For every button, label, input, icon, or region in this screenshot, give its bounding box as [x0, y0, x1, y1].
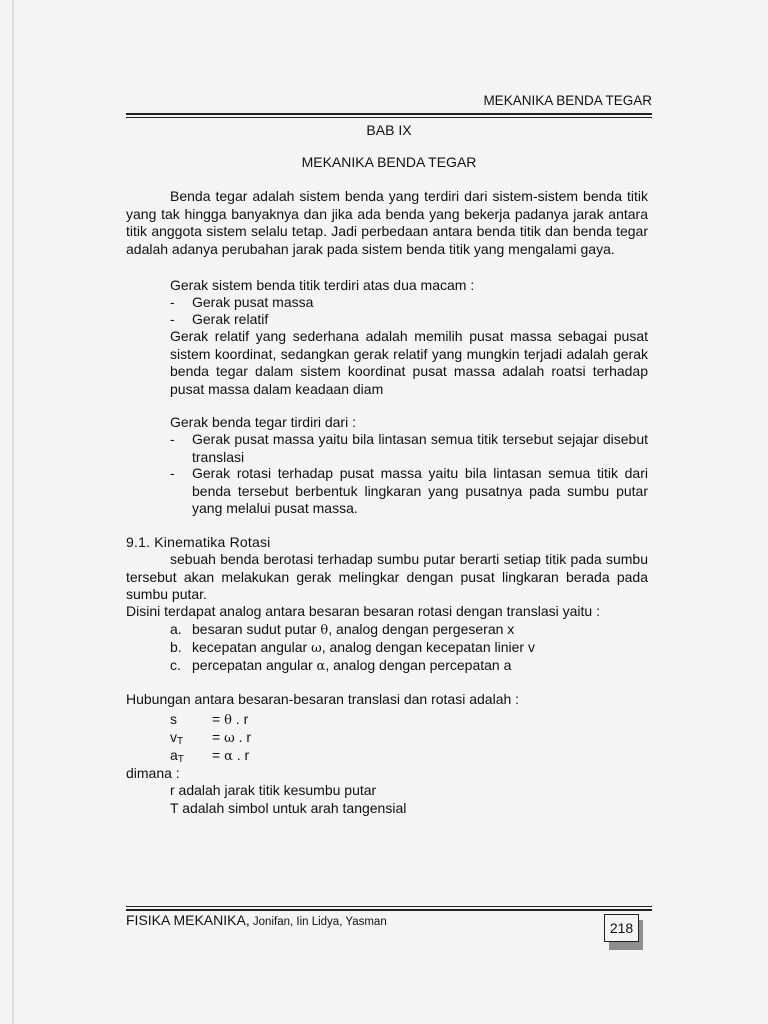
section-paragraph: sebuah benda berotasi terhadap sumbu putar berarti setiap titik pada sumbu tersebut akan melakukan gerak melingkar dengan pusat lingkaran berada pada sumbu putar.: [126, 551, 648, 602]
gerak-lead: Gerak sistem benda titik terdiri atas dua macam :: [170, 277, 475, 293]
gerak-item: Gerak relatif: [192, 311, 269, 327]
equation-row: [170, 747, 249, 769]
analog-item: [170, 621, 514, 640]
theta-symbol: θ: [320, 623, 329, 638]
relatif-paragraph: Gerak relatif yang sederhana adalah memilih pusat massa sebagai pusat sistem koordinat, sedangkan gerak relatif yang mungkin terjadi adalah gerak benda tegar dalam sistem koordinat pusat massa adalah roatsi terhadap pusat massa dalam keadaan diam: [170, 328, 648, 397]
equation-rhs: =: [212, 729, 225, 745]
analog-item: [170, 657, 511, 676]
chapter-title: MEKANIKA BENDA TEGAR: [301, 154, 477, 170]
equation-rhs: =: [212, 747, 225, 763]
where-item: r adalah jarak titik kesumbu putar: [170, 782, 377, 798]
footer-rule-thin: [126, 906, 652, 907]
dash-marker: -: [170, 465, 175, 481]
page-number: 218: [604, 914, 639, 942]
equation-rhs: . r: [231, 711, 249, 727]
analog-text: kecepatan angular: [192, 639, 312, 655]
analog-item: [170, 639, 535, 658]
alpha-symbol: α: [224, 749, 233, 764]
analog-text: , analog dengan kecepatan linier v: [321, 639, 535, 655]
analog-text: besaran sudut putar: [192, 621, 321, 637]
gerak-item: Gerak pusat massa: [192, 294, 314, 310]
tegar-item: Gerak pusat massa yaitu bila lintasan semua titik tersebut sejajar disebut translasi: [192, 431, 648, 465]
tegar-lead: Gerak benda tegar tirdiri dari :: [170, 414, 356, 430]
analog-marker: a.: [170, 621, 182, 637]
relation-lead: Hubungan antara besaran-besaran translasi dan rotasi adalah :: [126, 691, 520, 707]
chapter-label: BAB IX: [366, 122, 412, 138]
equation-lhs: $v_T$: [170, 729, 184, 747]
header-rule-thin: [126, 117, 652, 118]
tegar-item: Gerak rotasi terhadap pusat massa yaitu bila lintasan semua titik dari benda tersebut berbentuk lingkaran yang pusatnya pada sumbu putar yang melalui pusat massa.: [192, 465, 648, 516]
book-title: FISIKA MEKANIKA,: [126, 912, 250, 928]
equation-lhs: $a_T$: [170, 747, 184, 765]
alpha-symbol: α: [316, 659, 326, 674]
section-heading: 9.1. Kinematika Rotasi: [126, 534, 271, 550]
omega-symbol: ω: [224, 731, 235, 746]
intro-paragraph: Benda tegar adalah sistem benda yang terdiri dari sistem-sistem benda titik yang tak hingga banyaknya dan jika ada benda yang bekerja padanya jarak antara titik anggota sistem selalu tetap. Jadi perbedaan antara benda titik dan benda tegar adalah adanya perubahan jarak pada sistem benda titik yang mengalami gaya.: [126, 188, 648, 257]
header-rule-thick: [126, 113, 652, 115]
analog-lead: Disini terdapat analog antara besaran besaran rotasi dengan translasi yaitu :: [126, 603, 600, 619]
analog-text: , analog dengan pergeseran x: [328, 621, 515, 637]
analog-text: percepatan angular: [192, 657, 317, 673]
equation-rhs: =: [212, 711, 225, 727]
theta-symbol: θ: [224, 713, 232, 728]
omega-symbol: ω: [311, 641, 322, 656]
authors: Jonifan, Iin Lidya, Yasman: [249, 916, 387, 928]
analog-marker: b.: [170, 639, 182, 655]
dash-marker: -: [170, 311, 175, 327]
analog-text: , analog dengan percepatan a: [325, 657, 512, 673]
equation-rhs: . r: [232, 747, 250, 763]
where-item: T adalah simbol untuk arah tangensial: [170, 800, 407, 816]
equation-rhs: . r: [234, 729, 252, 745]
analog-marker: c.: [170, 657, 181, 673]
equation-lhs: s: [170, 711, 177, 727]
running-header: MEKANIKA BENDA TEGAR: [483, 93, 652, 108]
footer-rule-thick: [126, 909, 652, 911]
footer-credit: [126, 912, 387, 928]
dash-marker: -: [170, 431, 175, 447]
dash-marker: -: [170, 294, 175, 310]
where-label: dimana :: [126, 765, 180, 781]
scan-edge: [12, 0, 14, 1024]
